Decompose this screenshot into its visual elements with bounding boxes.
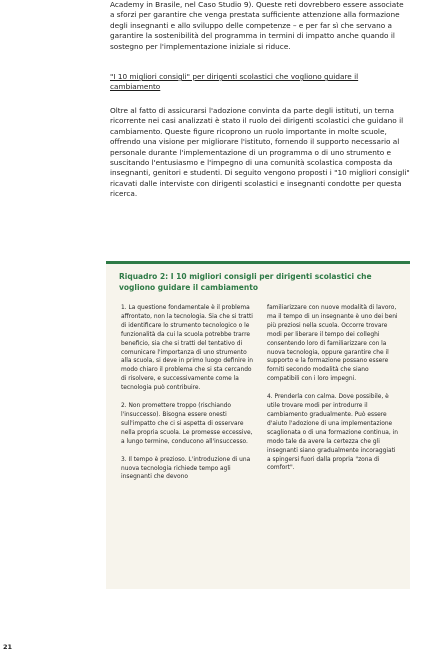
body-paragraph: Oltre al fatto di assicurarsi l'adozione convinta da parte degli istituti, un terna ricorrente nei casi analizzati è stato il ruolo dei dirigenti scolastici che guidano il cambiamento. Queste figure ricoprono un ruolo importante in molte scuole, offrendo una visione per migliorare l'istituto, fornendo il supporto necessario al personale durante l'implementazione di un programma o di uno strumento e suscitando l'entusiasmo e l'impegno di una comunità scolastica composta da insegnanti, genitori e studenti. Di seguito vengono proposti i "10 migliori consigli" ricavati dalle interviste con dirigenti scolastici e insegnanti condotte per questa ricerca. bbox=[110, 106, 410, 199]
tip-paragraph: 1. La questione fondamentale è il problema affrontato, non la tecnologia. Sia che si tratti di identificare lo strumento tecnologico o le funzionalità da cui la scuola potrebbe trarre beneficio, sia che si tratti del tentativo di comunicare l'importanza di uno strumento alla scuola, si deve in primo luogo definire in modo chiaro il problema che si sta cercando di risolvere, e successivamente come la tecnologia può contribuire. bbox=[121, 305, 253, 392]
tips-box bbox=[106, 261, 410, 589]
page-number: 21 bbox=[3, 643, 13, 651]
box-right-column bbox=[267, 304, 399, 482]
section-subheading: "I 10 migliori consigli" per dirigenti scolastici che vogliono guidare il cambiamento bbox=[110, 72, 359, 92]
tip-paragraph: 3. Il tempo è prezioso. L'introduzione di una nuova tecnologia richiede tempo agli insegnanti che devono bbox=[121, 456, 251, 481]
box-title: Riquadro 2: I 10 migliori consigli per dirigenti scolastici che vogliono guidare il cambiamento bbox=[119, 272, 372, 292]
box-left-column bbox=[121, 304, 253, 491]
intro-paragraph: Academy in Brasile, nel Caso Studio 9). Queste reti dovrebbero essere associate a sforzi per garantire che venga prestata sufficiente attenzione alla formazione degli insegnanti e allo sviluppo delle competenze – e per far sì che servano a garantire la sostenibilità del programma in termini di impatto anche quando il sostegno per l'implementazione iniziale si riduce. bbox=[110, 0, 404, 51]
tip-paragraph: familiarizzare con nuove modalità di lavoro, ma il tempo di un insegnante è uno dei beni più preziosi nella scuola. Occorre trovare modi per liberare il tempo dei colleghi consentendo loro di familiarizzare con la nuova tecnologia, oppure garantire che il supporto e la formazione possano essere forniti secondo modalità che siano compatibili con i loro impegni. bbox=[267, 305, 398, 383]
tip-paragraph: 2. Non promettere troppo (rischiando l'insuccesso). Bisogna essere onesti sull'impatto che ci si aspetta di osservare nella propria scuola. Le promesse eccessive, a lungo termine, conducono all'insuccesso. bbox=[121, 403, 253, 445]
tip-paragraph: 4. Prenderla con calma. Dove possibile, è utile trovare modi per introdurre il cambiamento gradualmente. Può essere d'aiuto l'adozione di una implementazione scaglionata o di una formazione continua, in modo tale da avere la certezza che gli insegnanti siano gradualmente incoraggiati a spingersi fuori dalla propria "zona di comfort". bbox=[267, 394, 398, 472]
